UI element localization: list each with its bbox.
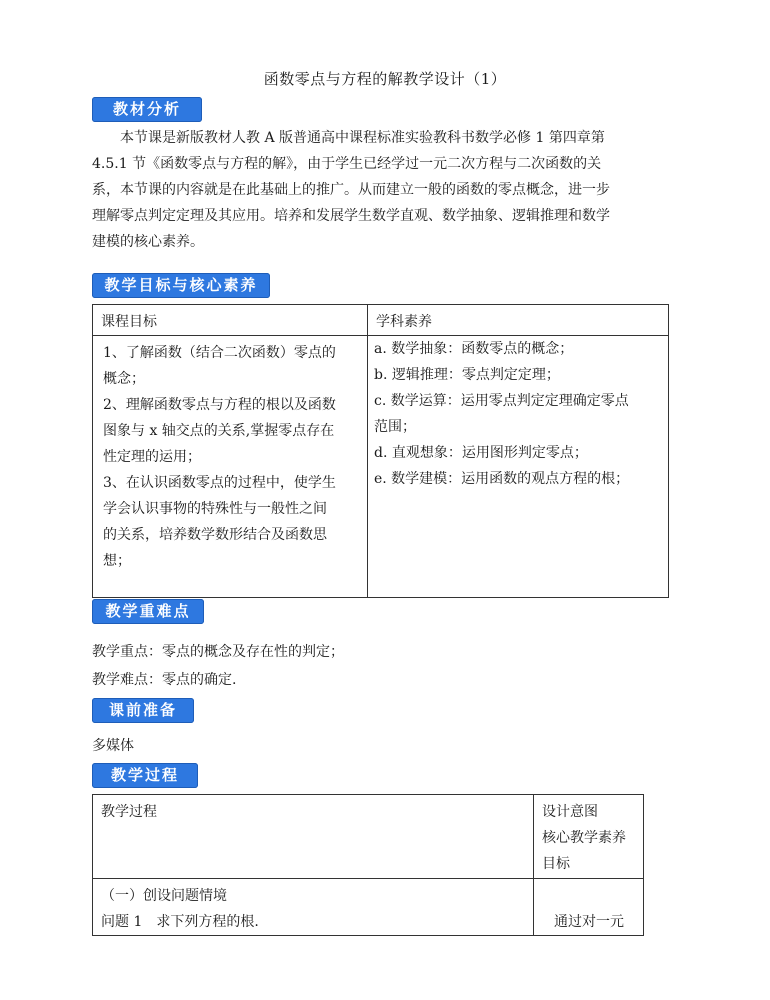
analysis-line: 本节课是新版教材人教 A 版普通高中课程标准实验教科书数学必修 1 第四章第 bbox=[120, 130, 605, 146]
goal-line: 想； bbox=[103, 553, 131, 569]
process-table bbox=[92, 794, 644, 936]
section-badge-key-points: 教学重难点 bbox=[92, 599, 204, 624]
process-step-title: （一）创设问题情境 bbox=[101, 888, 227, 904]
literacy-line: a. 数学抽象：函数零点的概念； bbox=[374, 341, 574, 357]
section-badge-analysis: 教材分析 bbox=[92, 97, 202, 122]
key-point-line: 教学重点：零点的概念及存在性的判定； bbox=[92, 644, 344, 660]
goal-line: 2、理解函数零点与方程的根以及函数 bbox=[103, 397, 336, 413]
literacy-line: e. 数学建模：运用函数的观点方程的根； bbox=[374, 471, 630, 487]
intent-row-cell bbox=[534, 879, 644, 936]
section-badge-goals: 教学目标与核心素养 bbox=[92, 273, 270, 298]
analysis-line: 理解零点判定定理及其应用。培养和发展学生数学直观、数学抽象、逻辑推理和数学 bbox=[92, 208, 610, 224]
goal-line: 图象与 x 轴交点的关系,掌握零点存在 bbox=[103, 423, 335, 439]
analysis-line: 建模的核心素养。 bbox=[92, 234, 204, 250]
literacy-cell bbox=[368, 336, 669, 598]
intent-text: 通过对一元 bbox=[554, 914, 624, 930]
intent-header-cell bbox=[534, 795, 644, 879]
intent-header-line: 核心教学素养 bbox=[542, 830, 626, 846]
analysis-line: 4.5.1 节《函数零点与方程的解》，由于学生已经学过一元二次方程与二次函数的关 bbox=[92, 156, 602, 172]
process-question: 问题 1 求下列方程的根. bbox=[101, 914, 259, 930]
section-badge-prep: 课前准备 bbox=[92, 698, 194, 723]
goal-line: 概念； bbox=[103, 371, 145, 387]
literacy-line: b. 逻辑推理：零点判定定理； bbox=[374, 367, 560, 383]
goals-cell bbox=[93, 336, 368, 598]
analysis-paragraph bbox=[92, 125, 672, 255]
process-row-cell bbox=[93, 879, 534, 936]
literacy-line: d. 直观想象：运用图形判定零点； bbox=[374, 445, 588, 461]
intent-header-line: 目标 bbox=[542, 856, 570, 872]
goals-header: 课程目标 bbox=[101, 314, 157, 330]
goals-header-cell bbox=[93, 305, 368, 336]
literacy-header-cell bbox=[368, 305, 669, 336]
literacy-header: 学科素养 bbox=[376, 314, 432, 330]
section-badge-process: 教学过程 bbox=[92, 763, 198, 788]
goal-line: 学会认识事物的特殊性与一般性之间 bbox=[103, 501, 327, 517]
process-header: 教学过程 bbox=[101, 804, 157, 820]
document-title: 函数零点与方程的解教学设计（1） bbox=[263, 70, 507, 88]
goals-table bbox=[92, 304, 669, 598]
goal-line: 性定理的运用； bbox=[103, 449, 201, 465]
prep-text: 多媒体 bbox=[92, 738, 134, 754]
intent-header-line: 设计意图 bbox=[542, 804, 598, 820]
difficult-point-line: 教学难点：零点的确定. bbox=[92, 672, 237, 688]
goal-line: 1、了解函数（结合二次函数）零点的 bbox=[103, 345, 336, 361]
literacy-line: 范围； bbox=[374, 419, 416, 435]
goal-line: 3、在认识函数零点的过程中，使学生 bbox=[103, 475, 336, 491]
process-header-cell bbox=[93, 795, 534, 879]
literacy-line: c. 数学运算：运用零点判定定理确定零点 bbox=[374, 393, 629, 409]
analysis-line: 系，本节课的内容就是在此基础上的推广。从而建立一般的函数的零点概念，进一步 bbox=[92, 182, 610, 198]
goal-line: 的关系，培养数学数形结合及函数思 bbox=[103, 527, 327, 543]
